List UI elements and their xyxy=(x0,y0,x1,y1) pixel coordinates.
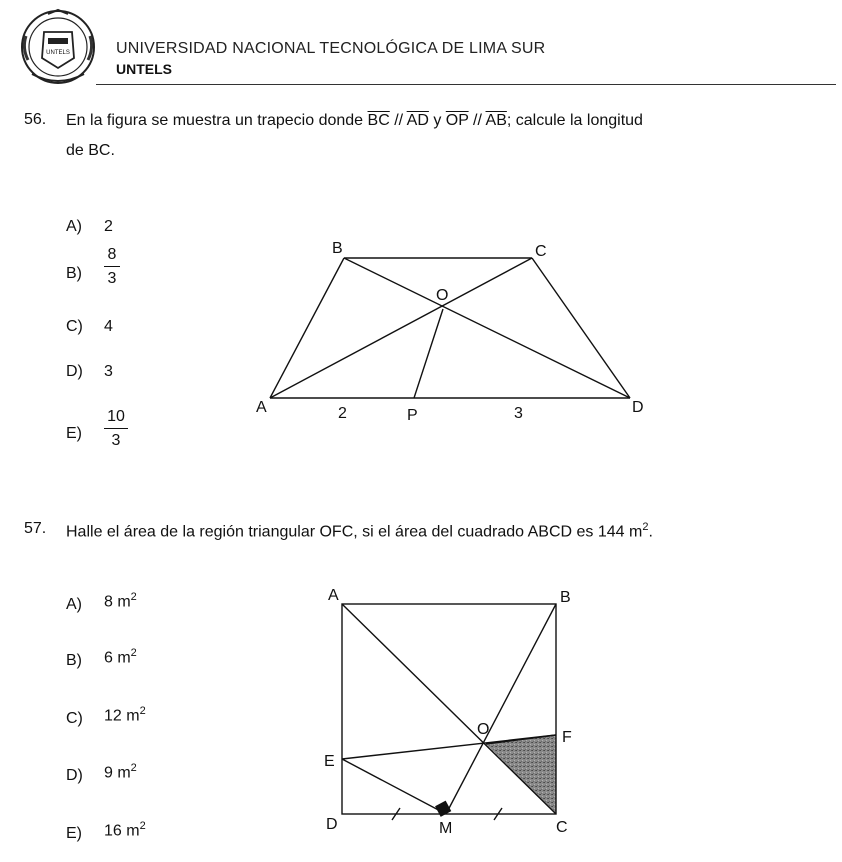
point-b-label: B xyxy=(560,589,571,606)
segment-op-line xyxy=(414,309,443,398)
q57-option-b-label: B) xyxy=(66,652,82,669)
point-a-label: A xyxy=(256,399,267,416)
point-d-label: D xyxy=(632,399,644,416)
q56-option-d-value: 3 xyxy=(104,363,113,380)
question-57-number: 57. xyxy=(24,520,47,537)
fraction-numerator: 10 xyxy=(107,408,125,425)
q56-option-c-value: 4 xyxy=(104,318,113,335)
q57-option-e-label: E) xyxy=(66,825,82,842)
university-name: UNIVERSIDAD NACIONAL TECNOLÓGICA DE LIMA SUR xyxy=(116,40,546,57)
fraction-bar xyxy=(104,266,120,267)
university-short-name: UNTELS xyxy=(116,61,172,77)
parallel-symbol: // xyxy=(389,112,407,129)
q57-option-b-value: 6 $m^2$ xyxy=(104,647,137,667)
svg-text:UNTELS: UNTELS xyxy=(46,50,70,56)
diagonal-ac xyxy=(342,604,556,814)
q56-option-b-label: B) xyxy=(66,265,82,282)
segment-bc: $\overline{BC}$ xyxy=(367,112,390,129)
fraction-bar xyxy=(104,428,128,429)
side-cd xyxy=(532,258,630,398)
point-d-label: D xyxy=(326,816,338,833)
segment-ab: $\overline{AB}$ xyxy=(485,112,507,129)
diagonal-bd xyxy=(344,258,630,398)
q57-option-a-label: A) xyxy=(66,596,82,613)
question-57-text xyxy=(66,512,826,547)
q56-conjunction: y xyxy=(428,112,446,129)
q57-option-e-value: 16 $m^2$ xyxy=(104,820,146,840)
shaded-triangle-ofc xyxy=(486,735,556,814)
fraction-denominator: 3 xyxy=(111,432,121,449)
point-o-label: O xyxy=(436,287,449,304)
header-divider xyxy=(96,84,836,85)
length-pd-label: 3 xyxy=(514,405,523,422)
q56-option-b-fraction xyxy=(104,246,120,288)
point-b-label: B xyxy=(332,240,343,257)
q56-option-d-label: D) xyxy=(66,363,83,380)
q57-option-c-value: 12 $m^2$ xyxy=(104,705,146,725)
q57-text-period: . xyxy=(648,523,653,541)
q57-option-a-value: 8 $m^2$ xyxy=(104,591,137,611)
q57-unit-exponent: 2 xyxy=(642,521,649,533)
q57-option-d-value: 9 $m^2$ xyxy=(104,762,137,782)
fraction-denominator: 3 xyxy=(107,270,117,287)
q57-text-body: Halle el área de la región triangular OFC, si el área del cuadrado ABCD es 144 m xyxy=(66,523,643,541)
length-ap-label: 2 xyxy=(338,405,347,422)
segment-em xyxy=(342,759,446,814)
q56-option-a-label: A) xyxy=(66,218,82,235)
q56-option-e-fraction xyxy=(104,408,128,450)
q56-option-e-label: E) xyxy=(66,425,82,442)
q56-text-end: ; calcule la longitud xyxy=(506,112,643,129)
segment-ad: $\overline{AD}$ xyxy=(406,112,429,129)
diagonal-ac xyxy=(270,258,532,398)
trapezoid-figure xyxy=(250,236,670,426)
fraction-numerator: 8 xyxy=(107,246,117,263)
q56-text-line2: de BC. xyxy=(66,142,115,159)
question-56-number: 56. xyxy=(24,111,47,128)
point-m-label: M xyxy=(439,820,453,837)
university-seal-logo xyxy=(18,8,98,86)
side-ab xyxy=(270,258,344,398)
point-f-label: F xyxy=(562,729,572,746)
point-a-label: A xyxy=(328,587,339,604)
q56-option-a-value: 2 xyxy=(104,218,113,235)
q56-text-start: En la figura se muestra un trapecio donde xyxy=(66,112,368,129)
q56-option-c-label: C) xyxy=(66,318,83,335)
point-e-label: E xyxy=(324,753,335,770)
point-o-label: O xyxy=(477,721,490,738)
parallel-symbol: // xyxy=(468,112,486,129)
point-p-label: P xyxy=(407,407,418,424)
point-c-label: C xyxy=(535,243,547,260)
point-c-label: C xyxy=(556,819,568,836)
question-56-text xyxy=(66,106,826,166)
q57-option-c-label: C) xyxy=(66,710,83,727)
q57-option-d-label: D) xyxy=(66,767,83,784)
square-figure xyxy=(320,582,590,844)
segment-op: $\overline{OP}$ xyxy=(445,112,469,129)
